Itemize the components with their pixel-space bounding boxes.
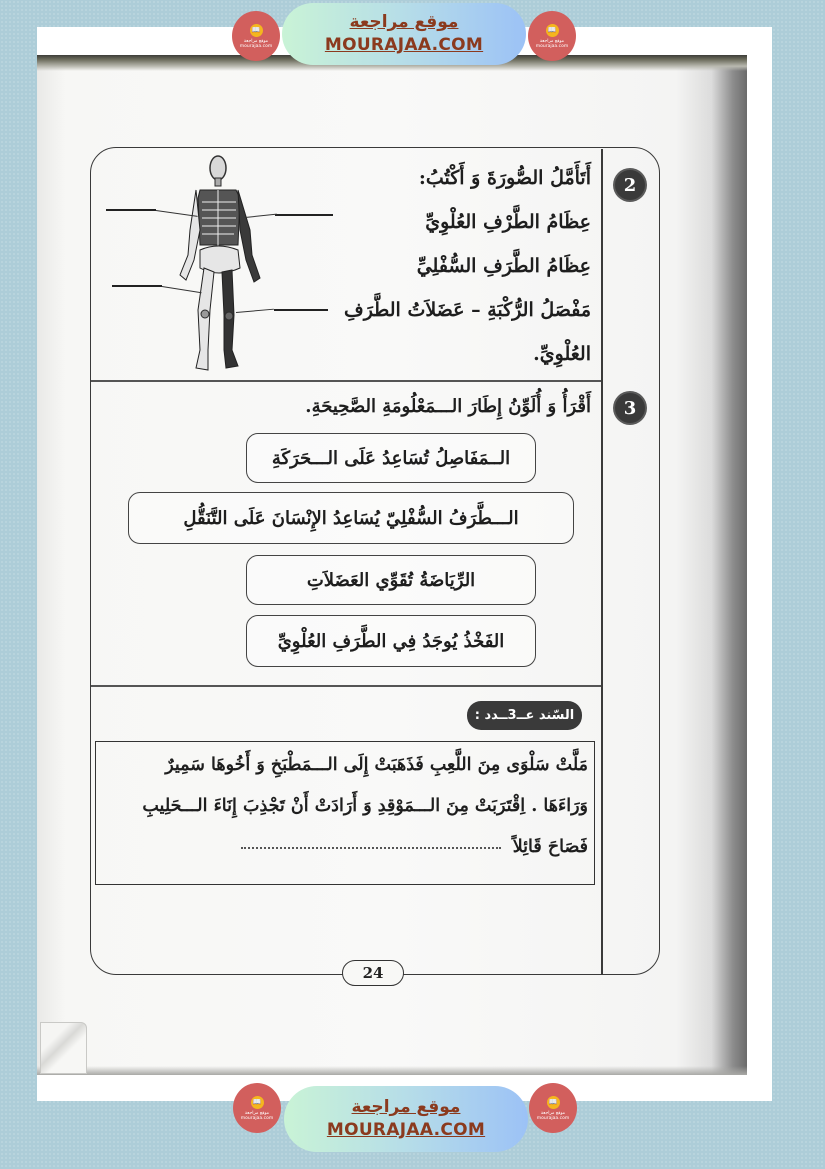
logo-caption: موقع مراجعة mourajaa.com [536, 1110, 570, 1121]
story-line-1: مَلَّتْ سَلْوَى مِنَ اللَّعِبِ فَذَهَبَتْ إِلَى الـــمَطْبَخِ وَ أَخُوهَا سَمِيرٌ [165, 755, 588, 775]
option-box-1[interactable]: الــمَفَاصِلُ تُسَاعِدُ عَلَى الـــحَرَكَةِ [246, 433, 536, 483]
label-blank-arm-right[interactable] [275, 214, 333, 216]
label-blank-leg-left[interactable] [112, 285, 162, 287]
logo-caption: موقع مراجعة mourajaa.com [239, 38, 273, 49]
label-blank-knee-right[interactable] [274, 309, 328, 311]
sanad-label-badge: السّند عــ3ــدد : [467, 701, 582, 730]
book-icon: 📖 [547, 1096, 560, 1109]
page-corner-fold [40, 1022, 87, 1074]
exercise-2-label-4: العُلْوِيِّ. [533, 343, 591, 365]
skeleton-figure-icon [160, 150, 280, 380]
scan-bottom-edge [37, 1066, 747, 1075]
number-column-separator [601, 149, 603, 974]
exercise-2-label-2: عِظَامُ الطَّرَفِ السُّفْلِيِّ [416, 255, 591, 277]
banner-site-link[interactable]: MOURAJAA.COM [326, 1120, 486, 1140]
exercise-3-instruction: أَقْرَأُ وَ أُلَوِّنُ إِطَارَ الـــمَعْلُومَةِ الصَّحِيحَةِ. [305, 396, 591, 417]
logo-caption: موقع مراجعة mourajaa.com [535, 38, 569, 49]
answer-blank-field[interactable] [241, 846, 501, 849]
book-icon: 📖 [546, 24, 559, 37]
site-logo-right-bottom[interactable] [529, 1083, 577, 1133]
site-logo-right-top[interactable] [528, 11, 576, 61]
banner-arabic-title[interactable]: موقع مراجعة [349, 12, 459, 32]
option-box-2[interactable]: الـــطَّرَفُ السُّفْلِيّ يُسَاعِدُ الإِنْسَانَ عَلَى التَّنَقُّلِ [128, 492, 574, 544]
banner-site-link[interactable]: MOURAJAA.COM [324, 35, 484, 55]
book-icon: 📖 [251, 1096, 264, 1109]
exercise-number-badge-2: 2 [615, 170, 645, 200]
story-text [104, 745, 588, 868]
site-logo-left-bottom[interactable] [233, 1083, 281, 1133]
story-line-3 [104, 827, 588, 868]
section-divider-2 [91, 685, 601, 687]
site-banner-bottom[interactable] [284, 1086, 528, 1152]
section-divider-1 [91, 380, 601, 382]
exercise-2-label-1: عِظَامُ الطَّرْفِ العُلْوِيِّ [425, 211, 591, 233]
option-box-4[interactable]: الفَخْذُ يُوجَدُ فِي الطَّرَفِ العُلْوِيِّ [246, 615, 536, 667]
site-logo-left-top[interactable] [232, 11, 280, 61]
exercise-2-label-3: مَفْصَلُ الرُّكْبَةِ – عَضَلاَتُ الطَّرَفِ [344, 299, 591, 321]
exercise-2-instruction: أَتَأَمَّلُ الصُّورَةَ وَ أَكْتُبُ: [418, 167, 591, 189]
story-line-2: وَرَاءَهَا . اِقْتَرَبَتْ مِنَ الـــمَوْقِدِ وَ أَرَادَتْ أَنْ تَجْذِبَ إِنَاءَ الـــحَلِيبِ [142, 796, 588, 816]
site-banner-top[interactable] [282, 3, 526, 65]
label-blank-arm-left[interactable] [106, 209, 156, 211]
page-number: 24 [342, 960, 404, 986]
banner-arabic-title[interactable]: موقع مراجعة [351, 1097, 461, 1117]
logo-caption: موقع مراجعة mourajaa.com [240, 1110, 274, 1121]
exercise-number-badge-3: 3 [615, 393, 645, 423]
book-icon: 📖 [250, 24, 263, 37]
option-box-3[interactable]: الرِّيَاضَةُ تُقَوِّي العَضَلاَتِ [246, 555, 536, 605]
story-line-3-text: فَصَاحَ قَائِلاً [512, 837, 588, 857]
